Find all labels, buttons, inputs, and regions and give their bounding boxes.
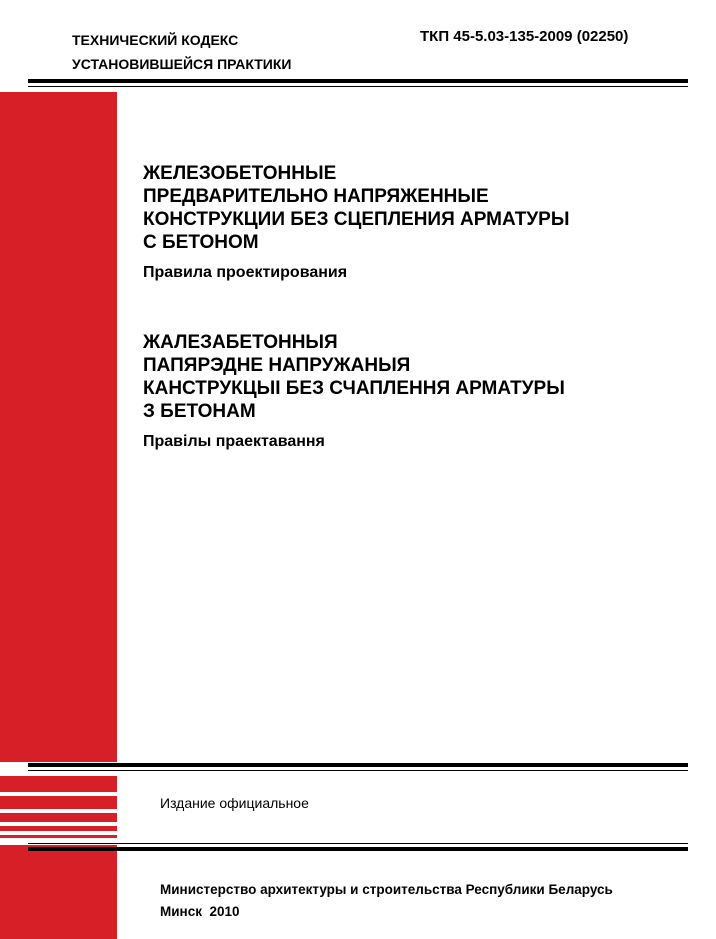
red-stripe-3 (0, 813, 117, 822)
document-code: ТКП 45-5.03-135-2009 (02250) (420, 28, 629, 45)
lower-rule-thick (28, 847, 688, 851)
subtitle-by: Правілы праектавання (143, 433, 325, 450)
publisher (160, 879, 613, 923)
title-by-line-2: ПАПЯРЭДНЕ НАПРУЖАНЫЯ (143, 355, 411, 376)
top-rule-thin (28, 86, 688, 87)
title-ru-line-3: КОНСТРУКЦИИ БЕЗ СЦЕПЛЕНИЯ АРМАТУРЫ (143, 209, 570, 230)
title-by-line-4: З БЕТОНАМ (143, 401, 256, 422)
title-by-line-3: КАНСТРУКЦЫІ БЕЗ СЧАПЛЕННЯ АРМАТУРЫ (143, 378, 565, 399)
publisher-city-year: Минск 2010 (160, 904, 240, 919)
title-by-line-1: ЖАЛЕЗАБЕТОННЫЯ (143, 332, 338, 353)
middle-rule-thick (28, 763, 688, 767)
lower-rule-thin (28, 843, 688, 844)
title-belarusian (143, 331, 565, 452)
title-ru-line-2: ПРЕДВАРИТЕЛЬНО НАПРЯЖЕННЫЕ (143, 186, 489, 207)
title-ru-line-1: ЖЕЛЕЗОБЕТОННЫЕ (143, 163, 337, 184)
red-stripe-1 (0, 776, 117, 792)
document-type-line-2: УСТАНОВИВШЕЙСЯ ПРАКТИКИ (72, 56, 292, 72)
red-cover-bar (0, 92, 117, 762)
title-russian (143, 162, 569, 283)
red-stripe-5 (0, 835, 117, 838)
document-type (72, 28, 291, 76)
edition-label: Издание официальное (160, 795, 309, 811)
title-ru-line-4: С БЕТОНОМ (143, 232, 259, 253)
publisher-organization: Министерство архитектуры и строительства Республики Беларусь (160, 882, 613, 897)
red-bottom-bar (0, 845, 117, 939)
document-type-line-1: ТЕХНИЧЕСКИЙ КОДЕКС (72, 32, 239, 48)
middle-rule-thin (28, 770, 688, 771)
subtitle-ru: Правила проектирования (143, 264, 348, 281)
red-stripe-4 (0, 826, 117, 831)
red-stripe-2 (0, 796, 117, 809)
top-rule-thick (28, 79, 688, 83)
